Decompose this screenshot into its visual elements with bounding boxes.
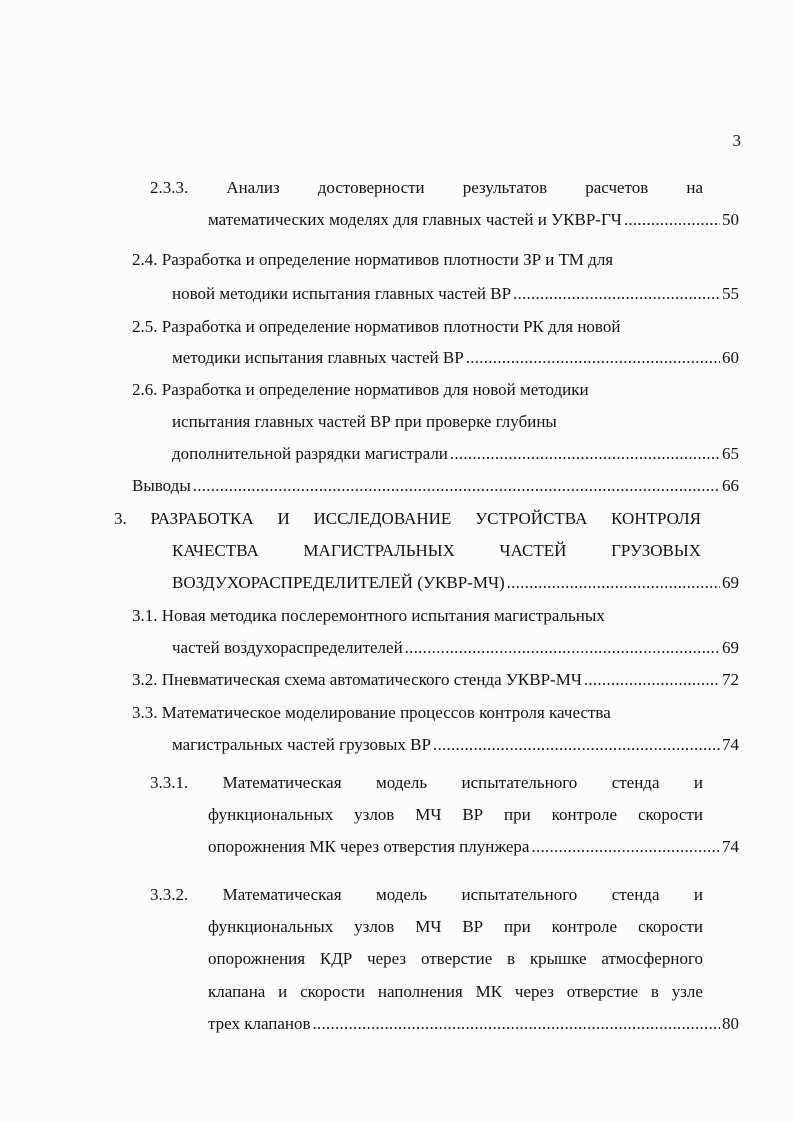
toc-word: ЧАСТЕЙ [499,541,567,560]
toc-entry-3-3-1-line1 [150,771,703,795]
toc-word: и [278,982,288,1001]
toc-page: 69 [722,573,739,592]
dot-leader [531,835,720,859]
toc-word: расчетов [585,178,649,197]
toc-entry-conclusions [132,474,739,498]
dot-leader [405,636,720,660]
toc-word: УСТРОЙСТВА [475,509,588,528]
toc-entry-2-4-line2 [172,282,739,306]
toc-word: МК [475,982,503,1001]
toc-text: трех клапанов [208,1014,311,1033]
dot-leader [507,571,720,595]
toc-entry-3-3-1-line3 [208,835,739,859]
toc-entry-2-3-3-line2 [208,208,739,232]
dot-leader [624,208,720,232]
toc-word: КОНТРОЛЯ [611,509,701,528]
toc-page: 69 [722,638,739,657]
toc-number: 3.3.1. [150,773,189,792]
toc-word: контроле [551,917,618,936]
toc-word: узлов [354,805,395,824]
toc-word: Анализ [226,178,280,197]
toc-number: 3. [114,509,127,528]
toc-word: РАЗРАБОТКА [150,509,254,528]
toc-entry-3-1-line2 [172,636,739,660]
toc-word: на [686,178,703,197]
toc-page: 74 [722,735,739,754]
toc-text: магистральных частей грузовых ВР [172,735,431,754]
toc-word: скорости [637,917,703,936]
toc-page: 74 [722,837,739,856]
page-number: 3 [732,131,741,150]
toc-entry-3-2 [132,668,739,692]
dot-leader [313,1012,720,1036]
toc-number: 2.3.3. [150,178,189,197]
toc-word: и [693,885,703,904]
toc-text: математических моделях для главных частей и УКВР-ГЧ [208,210,622,229]
toc-word: достоверности [317,178,425,197]
toc-entry-3-1-line1: 3.1. Новая методика послеремонтного испытания магистральных [132,606,605,625]
toc-text: опорожнения МК через отверстия плунжера [208,837,530,856]
toc-word: ВР [462,917,484,936]
toc-word: Математическая [222,773,342,792]
toc-word: И [277,509,290,528]
toc-text: методики испытания главных частей ВР [172,348,464,367]
toc-entry-3-3-2-line1 [150,883,703,907]
toc-entry-3-3-2-line5 [208,1012,739,1036]
toc-word: скорости [300,982,366,1001]
toc-word: Математическая [222,885,342,904]
toc-word: ГРУЗОВЫХ [611,541,701,560]
toc-word: стенда [611,885,660,904]
toc-word: через [367,949,407,968]
toc-word: при [504,917,531,936]
toc-word: функциональных [208,917,334,936]
toc-number: 3.3.2. [150,885,189,904]
dot-leader [193,474,720,498]
dot-leader [584,668,720,692]
toc-entry-3-3-2-line4 [208,980,703,1004]
toc-entry-3-3-line1: 3.3. Математическое моделирование процессов контроля качества [132,703,611,722]
toc-entry-2-6-line1: 2.6. Разработка и определение нормативов для новой методики [132,380,589,399]
toc-word: опорожнения [208,949,306,968]
toc-word: МЧ [415,805,442,824]
toc-word: узле [671,982,703,1001]
toc-entry-2-5-line1: 2.5. Разработка и определение нормативов плотности РК для новой [132,317,621,336]
toc-page: 65 [722,444,739,463]
toc-word: функциональных [208,805,334,824]
toc-chapter-3-line3 [172,571,739,595]
toc-word: ИССЛЕДОВАНИЕ [313,509,452,528]
toc-word: МАГИСТРАЛЬНЫХ [303,541,455,560]
toc-word: через [514,982,554,1001]
toc-word: клапана [208,982,266,1001]
toc-word: атмосферного [601,949,703,968]
toc-entry-3-3-2-line3 [208,947,703,971]
toc-word: отверстие [566,982,639,1001]
toc-word: ВР [462,805,484,824]
toc-entry-2-6-line2: испытания главных частей ВР при проверке глубины [172,412,557,431]
toc-entry-2-5-line2 [172,346,739,370]
toc-page: 66 [722,476,739,495]
toc-word: результатов [462,178,548,197]
toc-text: новой методики испытания главных частей ВР [172,284,512,303]
toc-text: 3.2. Пневматическая схема автоматического стенда УКВР-МЧ [132,670,582,689]
toc-entry-2-6-line3 [172,442,739,466]
toc-chapter-3-line2 [172,539,701,563]
dot-leader [450,442,720,466]
toc-word: стенда [611,773,660,792]
toc-word: КДР [319,949,353,968]
toc-word: крышке [529,949,587,968]
toc-chapter-3-line1 [114,507,701,531]
toc-word: контроле [551,805,618,824]
toc-entry-2-3-3-line1 [150,176,703,200]
dot-leader [433,733,720,757]
toc-entry-3-3-1-line2 [208,803,703,827]
toc-word: и [693,773,703,792]
toc-word: испытательного [461,885,578,904]
toc-text: ВОЗДУХОРАСПРЕДЕЛИТЕЛЕЙ (УКВР-МЧ) [172,573,505,592]
toc-word: в [650,982,659,1001]
toc-word: скорости [637,805,703,824]
toc-entry-3-3-line2 [172,733,739,757]
toc-page: 55 [722,284,739,303]
toc-text: дополнительной разрядки магистрали [172,444,448,463]
toc-word: модель [375,885,428,904]
toc-text: частей воздухораспределителей [172,638,403,657]
toc-page: 80 [722,1014,739,1033]
toc-word: узлов [354,917,395,936]
toc-page: 50 [722,210,739,229]
toc-word: испытательного [461,773,578,792]
toc-word: МЧ [415,917,442,936]
toc-page: 60 [722,348,739,367]
toc-word: отверстие [420,949,493,968]
toc-entry-3-3-2-line2 [208,915,703,939]
toc-text: Выводы [132,476,191,495]
dot-leader [513,282,720,306]
toc-word: модель [375,773,428,792]
toc-entry-2-4-line1: 2.4. Разработка и определение нормативов плотности ЗР и ТМ для [132,250,614,269]
toc-word: наполнения [377,982,463,1001]
toc-page: 72 [722,670,739,689]
dot-leader [466,346,720,370]
toc-word: КАЧЕСТВА [172,541,259,560]
toc-word: при [504,805,531,824]
toc-word: в [507,949,516,968]
